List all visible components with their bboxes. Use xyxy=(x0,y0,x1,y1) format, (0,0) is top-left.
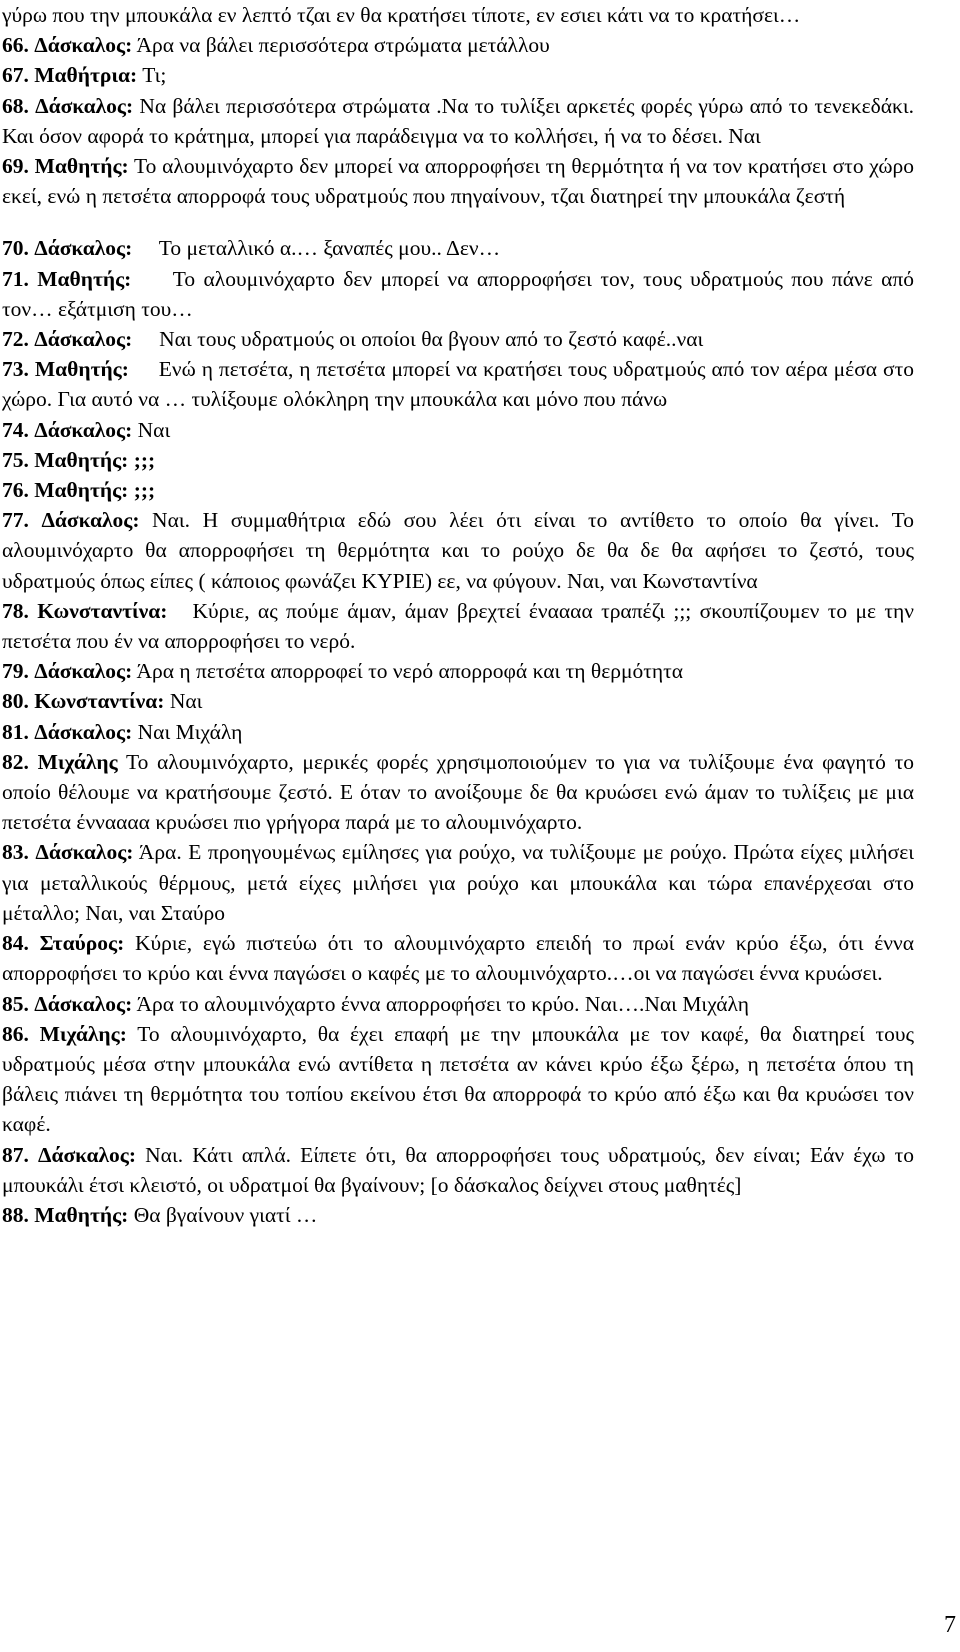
dialogue-turn xyxy=(2,233,914,263)
turn-text: Ναι. Η συμμαθήτρια εδώ σου λέει ότι είναι το αντίθετο το οποίο θα γίνει. Το αλουμινόχαρτο θα απορροφήσει τη θερμότητα και το ρούχο δε θα δε θα αφήσει το ζεστό, τους υδρατμούς όπως είπες ( κάποιος φωνάζει ΚΥΡΙΕ) εε, να φύγουν. Ναι, ναι Κωνσταντίνα xyxy=(2,508,920,593)
turn-speaker: Δάσκαλος: xyxy=(34,659,133,684)
turn-speaker: Κωνσταντίνα: xyxy=(34,689,165,714)
dialogue-turn xyxy=(2,656,914,686)
turn-speaker: Δάσκαλος: xyxy=(34,236,133,261)
turn-speaker: Μαθητής: ;;; xyxy=(34,478,156,503)
turn-number: 85. xyxy=(2,991,29,1016)
dialogue-turn xyxy=(2,1200,914,1230)
turn-speaker: Δάσκαλος: xyxy=(35,840,134,865)
dialogue-turn xyxy=(2,928,920,988)
turn-speaker: Δάσκαλος: xyxy=(34,991,133,1016)
dialogue-turn xyxy=(2,151,920,211)
turn-number: 79. xyxy=(2,659,29,684)
dialogue-turn xyxy=(2,1140,920,1200)
turn-number: 77. xyxy=(2,508,29,533)
turn-number: 87. xyxy=(2,1142,29,1167)
turn-speaker: Μιχάλης xyxy=(37,749,118,774)
turn-speaker: Μαθήτρια: xyxy=(34,63,138,88)
turn-number: 80. xyxy=(2,689,29,714)
turn-number: 70. xyxy=(2,236,29,261)
dialogue-turn xyxy=(2,91,920,151)
dialogue-turn xyxy=(2,354,920,414)
turn-list xyxy=(2,30,920,1230)
turn-number: 84. xyxy=(2,931,29,956)
turn-speaker: Κωνσταντίνα: xyxy=(37,598,168,623)
turn-speaker: Δάσκαλος: xyxy=(35,93,134,118)
turn-text: Άρα. Ε προηγουμένως εμίλησες για ρούχο, να τυλίξουμε με ρούχο. Πρώτα είχες μιλήσει για μεταλλικούς θέρμους, μετά είχες μιλήσει για ρούχο και μπουκάλα και τώρα επανέρχεσαι στο μέταλλο; Ναι, ναι Σταύρο xyxy=(2,840,920,925)
dialogue-turn xyxy=(2,717,914,747)
turn-text: Άρα η πετσέτα απορροφεί το νερό απορροφά και τη θερμότητα xyxy=(132,659,684,684)
turn-speaker: Δάσκαλος: xyxy=(41,508,140,533)
turn-speaker: Δάσκαλος: xyxy=(34,33,133,58)
turn-number: 67. xyxy=(2,63,29,88)
turn-text: Το αλουμινόχαρτο, θα έχει επαφή με την μπουκάλα με τον καφέ, θα διατηρεί τους υδρατμούς μέσα στην μπουκάλα ενώ αντίθετα η πετσέτα αν κάνει κρύο έξω ξέρω, η πετσέτα όπου τη βάλεις πιάνει τη θερμότητα του τοπίου εκείνου έτσι θα απορροφά το κρύο από έξω και θα κρυώσει τον καφέ. xyxy=(2,1021,920,1137)
turn-number: 82. xyxy=(2,749,29,774)
dialogue-turn xyxy=(2,596,920,656)
turn-text: Να βάλει περισσότερα στρώματα .Να το τυλίξει αρκετές φορές γύρω από το τενεκεδάκι. Και όσον αφορά το κράτημα, μπορεί για παράδειγμα να το κολλήσει, ή να το δέσει. Ναι xyxy=(2,93,920,148)
dialogue-turn xyxy=(2,264,920,324)
turn-text: Ναι xyxy=(132,417,171,442)
turn-text: Ναι xyxy=(164,689,203,714)
dialogue-turn xyxy=(2,989,914,1019)
turn-text: Το αλουμινόχαρτο δεν μπορεί να απορροφήσει τη θερμότητα ή να τον κρατήσει στο χώρο εκεί, ενώ η πετσέτα απορροφά τους υδρατμούς που πηγαίνουν, τζαι διατηρεί την μπουκάλα ζεστή xyxy=(2,154,920,209)
turn-number: 74. xyxy=(2,417,29,442)
turn-speaker: Μαθητής: ;;; xyxy=(34,447,156,472)
turn-number: 88. xyxy=(2,1202,29,1227)
dialogue-turn xyxy=(2,445,914,475)
lead-paragraph: γύρω που την μπουκάλα εν λεπτό τζαι εν θα κρατήσει τίποτε, εν εσιει κάτι να το κρατήσει… xyxy=(2,3,801,27)
turn-text: Ναι. Κάτι απλά. Είπετε ότι, θα απορροφήσει τους υδρατμούς, δεν είναι; Εάν έχω το μπουκάλι έτσι κλειστό, οι υδρατμοί θα βγαίνουν; [ο δάσκαλος δείχνει στους μαθητές] xyxy=(2,1142,920,1197)
dialogue-turn xyxy=(2,415,914,445)
turn-number: 72. xyxy=(2,327,29,352)
turn-number: 68. xyxy=(2,93,29,118)
turn-number: 83. xyxy=(2,840,29,865)
turn-speaker: Μαθητής: xyxy=(37,266,132,291)
turn-number: 81. xyxy=(2,719,29,744)
turn-text: Κύριε, εγώ πιστεύω ότι το αλουμινόχαρτο επειδή το πρωί ενάν κρύο έξω, ότι έννα απορροφήσει το κρύο και έννα παγώσει ο καφές με το αλουμινόχαρτο.…οι να παγώσει έννα κρυώσει. xyxy=(2,931,920,986)
turn-text: Άρα το αλουμινόχαρτο έννα απορροφήσει το κρύο. Ναι….Ναι Μιχάλη xyxy=(132,991,750,1016)
turn-number: 78. xyxy=(2,598,29,623)
turn-number: 69. xyxy=(2,154,29,179)
turn-text: Θα βγαίνουν γιατί … xyxy=(128,1202,318,1227)
turn-speaker: Δάσκαλος: xyxy=(34,327,133,352)
transcript xyxy=(2,0,920,1230)
turn-text: Άρα να βάλει περισσότερα στρώματα μετάλλου xyxy=(132,33,550,58)
dialogue-turn xyxy=(2,837,920,928)
turn-number: 75. xyxy=(2,447,29,472)
turn-speaker: Δάσκαλος: xyxy=(38,1142,137,1167)
turn-text: Ναι τους υδρατμούς οι οποίοι θα βγουν από το ζεστό καφέ..ναι xyxy=(132,327,704,352)
turn-text: Τι; xyxy=(137,63,167,88)
turn-speaker: Μαθητής: xyxy=(34,1202,129,1227)
dialogue-turn xyxy=(2,324,914,354)
turn-text: Ενώ η πετσέτα, η πετσέτα μπορεί να κρατήσει τους υδρατμούς από τον αέρα μέσα στο χώρο. Για αυτό να … τυλίξουμε ολόκληρη την μπουκάλα και μόνο που πάνω xyxy=(2,357,920,412)
turn-text: Το αλουμινόχαρτο δεν μπορεί να απορροφήσει τον, τους υδρατμούς που πάνε από τον… εξάτμιση του… xyxy=(2,266,920,321)
dialogue-turn xyxy=(2,30,914,60)
turn-text: Το μεταλλικό α.… ξαναπές μου.. Δεν… xyxy=(132,236,501,261)
dialogue-turn xyxy=(2,60,914,90)
turn-speaker: Μιχάλης: xyxy=(39,1021,127,1046)
dialogue-turn xyxy=(2,686,914,716)
turn-number: 76. xyxy=(2,478,29,503)
turn-speaker: Μαθητής: xyxy=(34,357,129,382)
turn-speaker: Σταύρος: xyxy=(39,931,125,956)
dialogue-turn xyxy=(2,505,920,596)
turn-number: 73. xyxy=(2,357,29,382)
dialogue-turn xyxy=(2,747,920,838)
turn-text: Το αλουμινόχαρτο, μερικές φορές χρησιμοποιούμεν το για να τυλίξουμε ένα φαγητό το οποίο θέλουμε να κρατήσουμε ζεστό. Ε όταν το ανοίξουμε δε θα κρυώσει ενώ άμαν το τυλίξεις με μια πετσέτα ένναααα κρυώσει πιο γρήγορα παρά με το αλουμινόχαρτο. xyxy=(2,749,920,835)
turn-number: 86. xyxy=(2,1021,29,1046)
dialogue-turn xyxy=(2,475,914,505)
turn-text: Κύριε, ας πούμε άμαν, άμαν βρεχτεί έναααα τραπέζι ;;; σκουπίζουμεν το με την πετσέτα που έν να απορροφήσει το νερό. xyxy=(2,598,920,654)
turn-text: Ναι Μιχάλη xyxy=(132,719,243,744)
turn-number: 71. xyxy=(2,266,29,291)
turn-speaker: Μαθητής: xyxy=(34,154,129,179)
turn-speaker: Δάσκαλος: xyxy=(34,417,133,442)
turn-speaker: Δάσκαλος: xyxy=(34,719,133,744)
turn-number: 66. xyxy=(2,33,29,58)
dialogue-turn xyxy=(2,1019,920,1140)
page-number: 7 xyxy=(944,1612,956,1638)
